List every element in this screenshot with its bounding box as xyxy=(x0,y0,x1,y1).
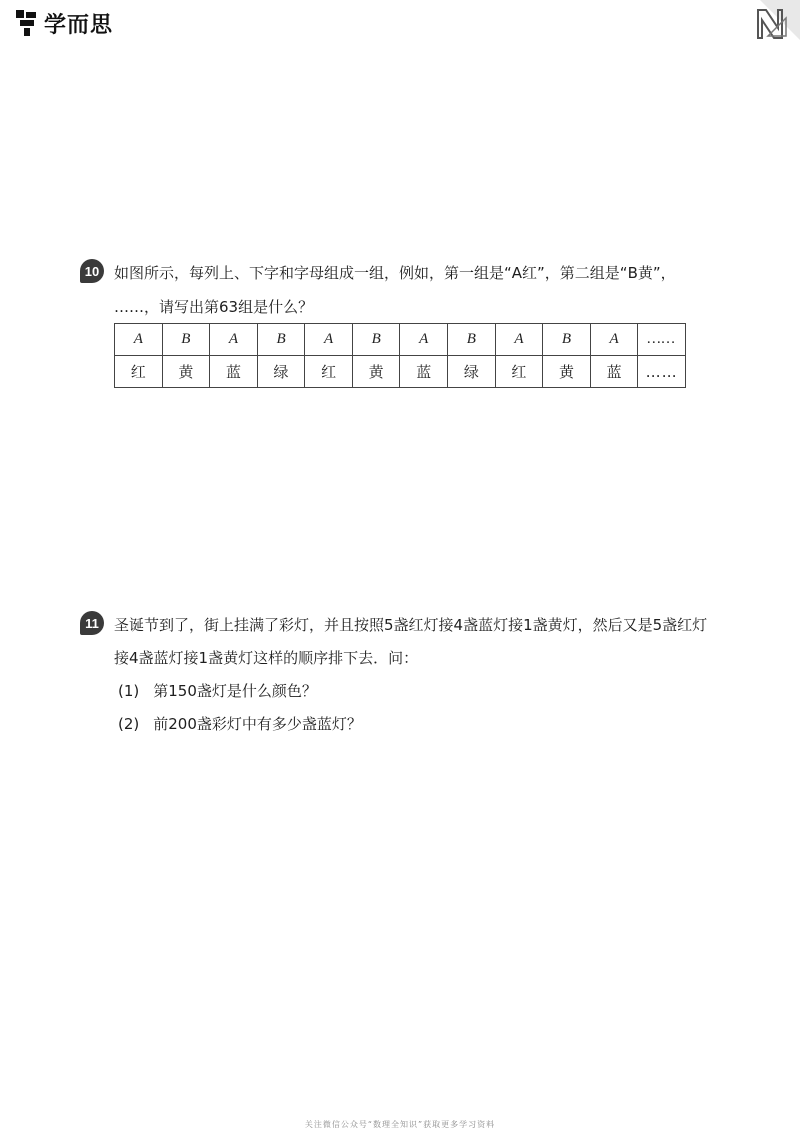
table-row-colors xyxy=(115,356,686,388)
sub-question-number: (1) xyxy=(118,682,140,700)
table-cell-color: 黄 xyxy=(543,356,591,388)
sub-question-number: (2) xyxy=(118,715,140,733)
table-cell-letter: B xyxy=(257,324,305,356)
table-cell-letter: A xyxy=(305,324,353,356)
table-cell-ellipsis: …… xyxy=(638,356,686,388)
sub-question-text: 第150盏灯是什么颜色？ xyxy=(153,682,317,700)
table-row-letters xyxy=(115,324,686,356)
table-cell-color: 红 xyxy=(305,356,353,388)
table-cell-color: 蓝 xyxy=(210,356,258,388)
footer-note: 关注微信公众号“数理全知识”获取更多学习资料 xyxy=(304,1120,496,1129)
question-11-text-line-1: 圣诞节到了，街上挂满了彩灯，并且按照5盏红灯接4盏蓝灯接1盏黄灯，然后又是5盏红灯 xyxy=(114,616,708,634)
corner-logo-icon xyxy=(754,6,790,42)
brand-logo xyxy=(14,6,113,40)
table-cell-letter: B xyxy=(352,324,400,356)
table-cell-color: 蓝 xyxy=(590,356,638,388)
question-number-badge: 10 xyxy=(80,259,104,283)
table-cell-color: 黄 xyxy=(352,356,400,388)
question-11-text-line-2: 接4盏蓝灯接1盏黄灯这样的顺序排下去．问： xyxy=(114,649,419,667)
table-cell-letter: A xyxy=(495,324,543,356)
table-cell-letter: A xyxy=(115,324,163,356)
table-cell-letter: B xyxy=(448,324,496,356)
sub-question-2 xyxy=(118,714,362,734)
table-cell-letter: A xyxy=(400,324,448,356)
sub-question-text: 前200盏彩灯中有多少盏蓝灯？ xyxy=(153,715,362,733)
table-cell-color: 红 xyxy=(115,356,163,388)
brand-name: 学而思 xyxy=(44,12,114,38)
table-cell-color: 红 xyxy=(495,356,543,388)
table-cell-letter: A xyxy=(210,324,258,356)
table-cell-letter: A xyxy=(590,324,638,356)
question-number-badge: 11 xyxy=(80,611,104,635)
question-10-text-line-2: ……，请写出第63组是什么？ xyxy=(114,298,314,316)
letter-color-table xyxy=(114,323,686,388)
table-cell-letter: B xyxy=(543,324,591,356)
table-cell-color: 绿 xyxy=(448,356,496,388)
table-cell-ellipsis: …… xyxy=(638,324,686,356)
table-cell-color: 蓝 xyxy=(400,356,448,388)
table-cell-color: 绿 xyxy=(257,356,305,388)
sub-question-1 xyxy=(118,681,317,701)
question-10-text-line-1: 如图所示，每列上、下字和字母组成一组，例如，第一组是“A红”，第二组是“B黄”， xyxy=(114,264,676,282)
brand-mark-icon xyxy=(14,8,40,38)
table-cell-color: 黄 xyxy=(162,356,210,388)
table-cell-letter: B xyxy=(162,324,210,356)
